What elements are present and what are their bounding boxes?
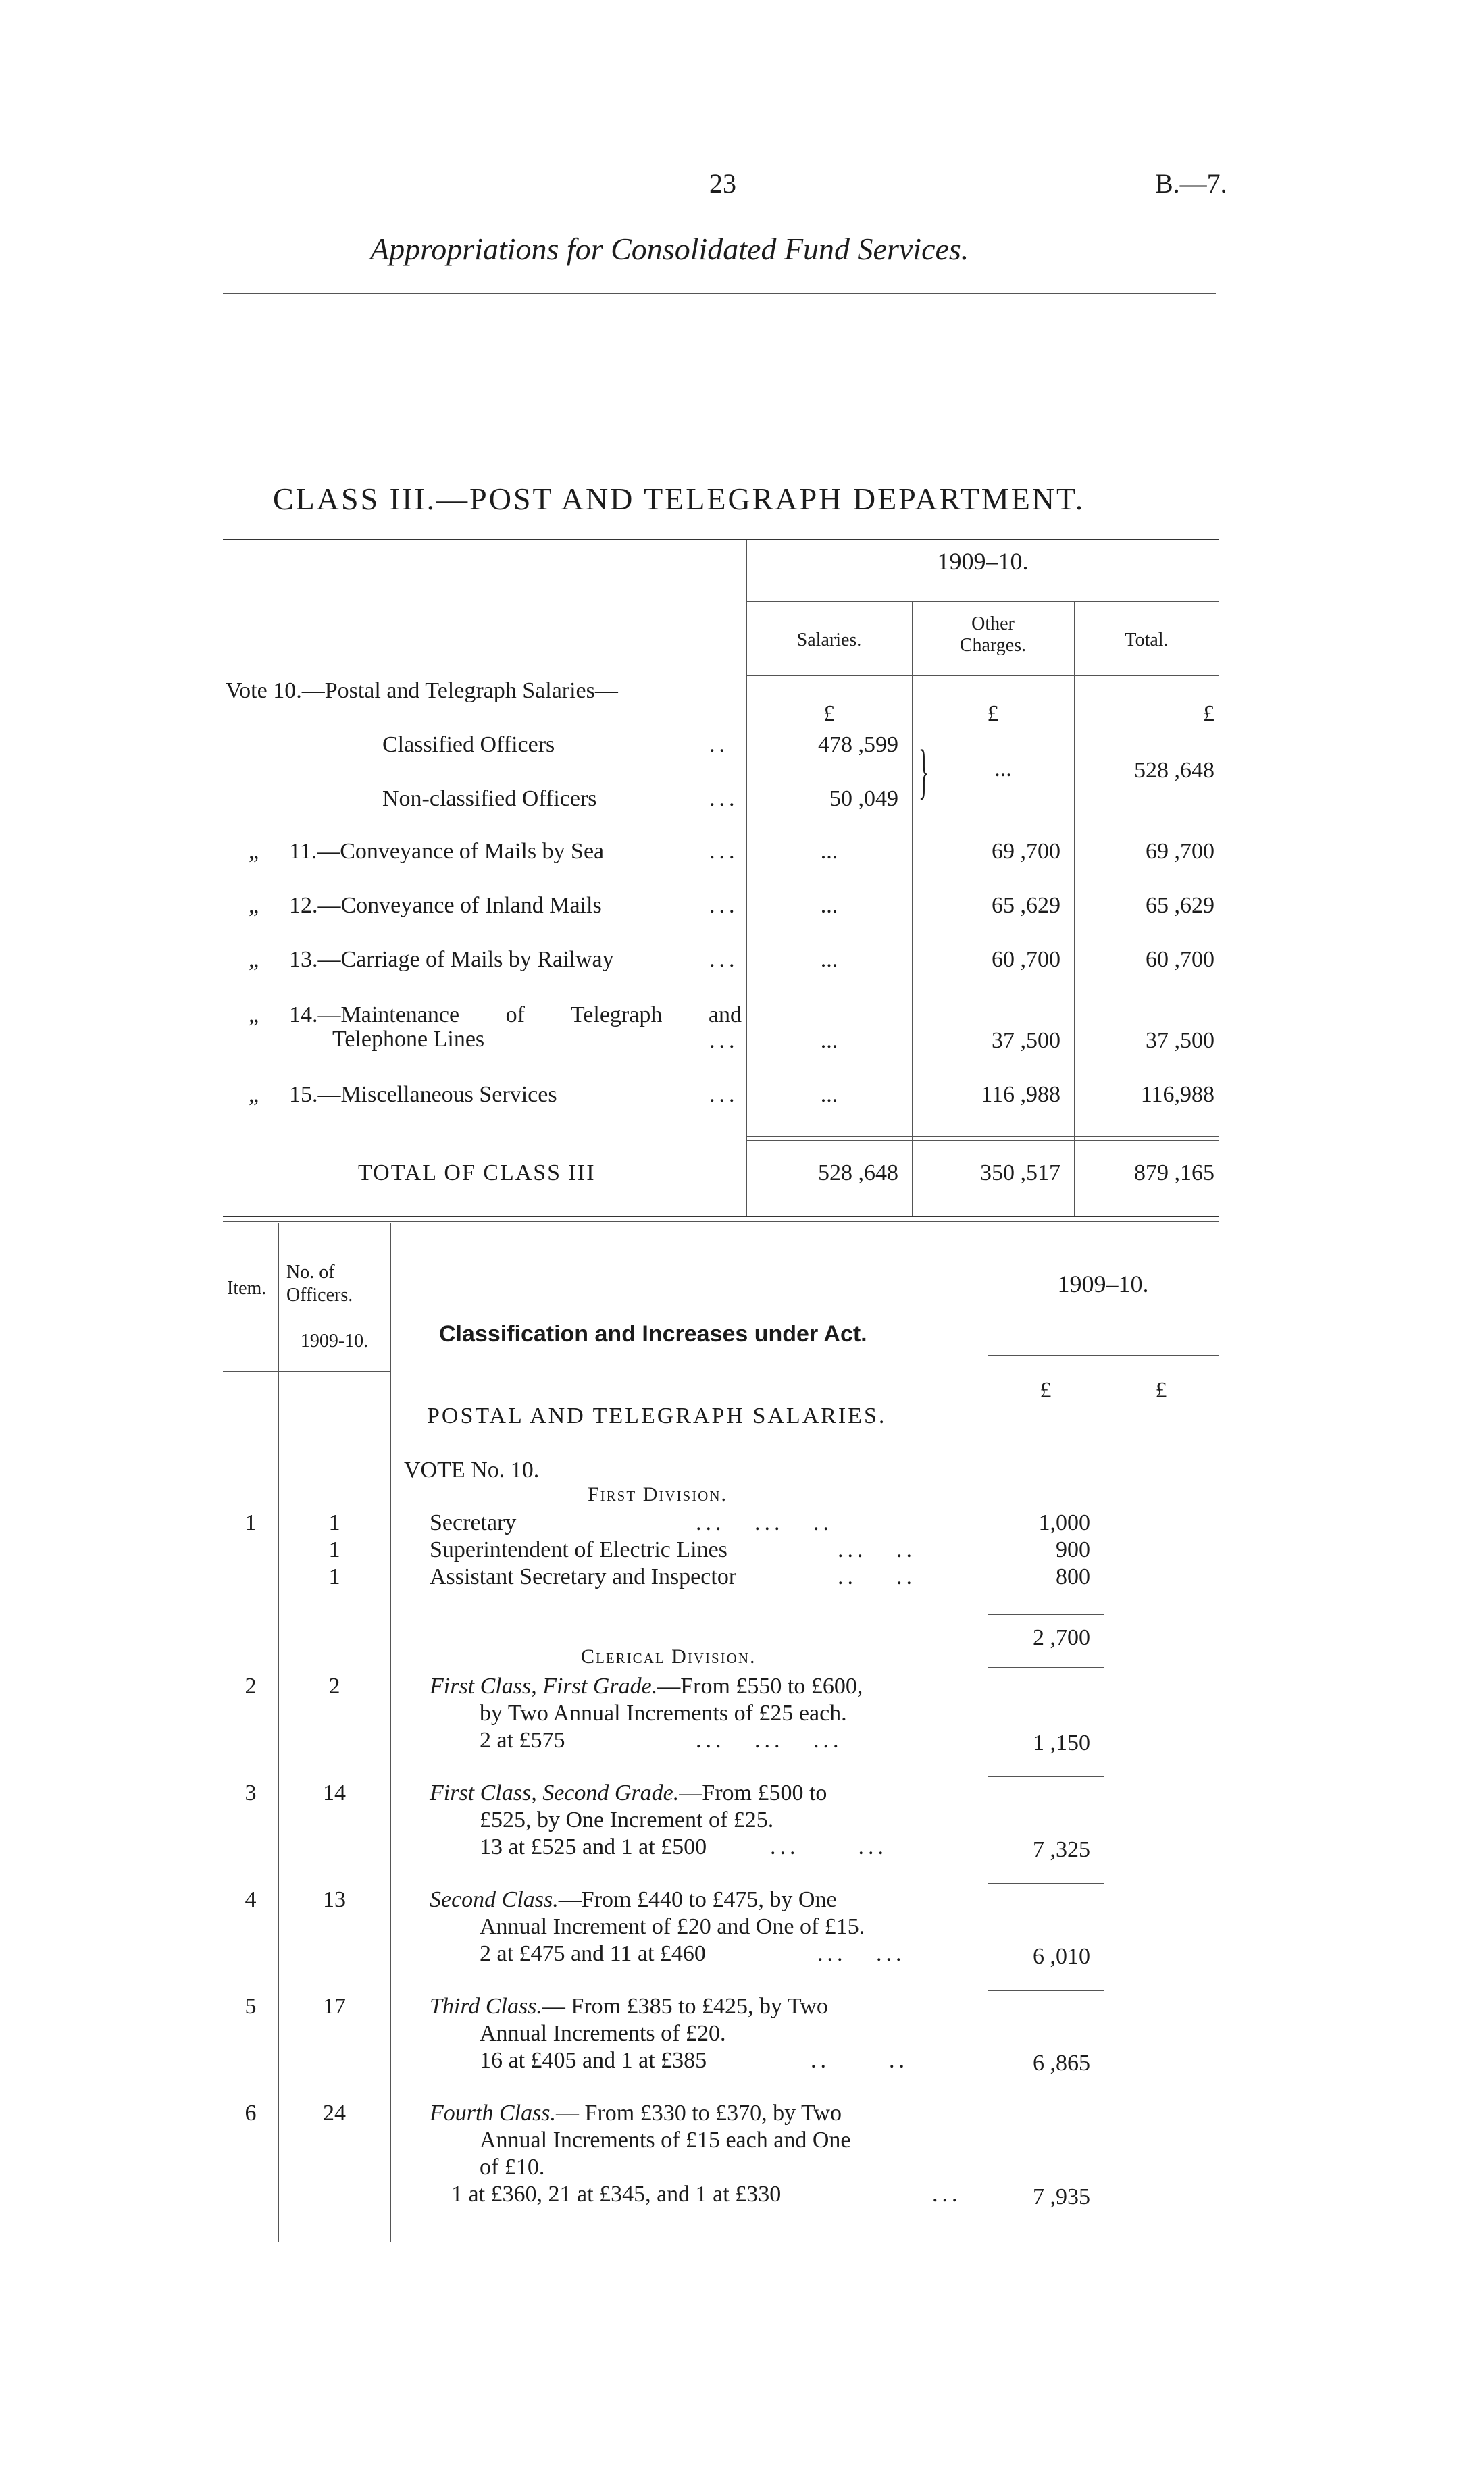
officer-count: 17	[323, 1994, 346, 2019]
currency-total: £	[1203, 701, 1214, 726]
classified-salaries: 478 ,599	[818, 732, 898, 757]
position-label: Superintendent of Electric Lines	[430, 1537, 727, 1562]
officer-count: 1	[328, 1510, 340, 1535]
row-total: 37 ,500	[1146, 1028, 1214, 1053]
vote10-other: ...	[994, 756, 1012, 781]
amount: 7 ,935	[1033, 2184, 1090, 2209]
page-title: Appropriations for Consolidated Fund Services.	[370, 232, 969, 266]
col-classification: Classification and Increases under Act.	[439, 1321, 867, 1347]
grade-name: First Class, Second Grade.	[430, 1780, 680, 1805]
amount: 800	[1056, 1564, 1090, 1589]
item-number: 4	[245, 1887, 257, 1912]
grade-range: —From £440 to £475, by One	[558, 1887, 837, 1912]
detail-header-rule	[223, 1371, 390, 1372]
total-total: 879 ,165	[1134, 1160, 1214, 1185]
position-label: Assistant Secretary and Inspector	[430, 1564, 737, 1589]
detail-divider-officers	[390, 1223, 391, 2242]
item-number: 5	[245, 1994, 257, 2019]
col-officers-line1: No. of	[286, 1262, 335, 1283]
classified-label: Classified Officers	[382, 732, 555, 757]
grade-distribution: 2 at £575	[480, 1728, 565, 1753]
item-number: 6	[245, 2101, 257, 2126]
row-other: 37 ,500	[992, 1028, 1060, 1053]
row-other: 65 ,629	[992, 893, 1060, 918]
subtotal-rule	[988, 1614, 1104, 1615]
amount: 1,000	[1038, 1510, 1090, 1535]
first-division-heading: First Division.	[588, 1483, 728, 1506]
row-salaries: ...	[820, 839, 838, 864]
vote10-label: Vote 10.—Postal and Telegraph Salaries—	[226, 678, 618, 703]
col-salaries: Salaries.	[796, 630, 862, 650]
row-other: 69 ,700	[992, 839, 1060, 864]
section-title: POSTAL AND TELEGRAPH SALARIES.	[427, 1404, 887, 1429]
row-salaries: ...	[820, 893, 838, 918]
detail-year-rule	[988, 1355, 1219, 1356]
summary-header-rule	[746, 675, 1219, 676]
col-officers-line2: Officers.	[286, 1285, 353, 1306]
position-label: Secretary	[430, 1510, 517, 1535]
row-other: 116 ,988	[981, 1082, 1060, 1107]
row-salaries: ...	[820, 1082, 838, 1107]
row-label: 13.—Carriage of Mails by Railway	[289, 947, 614, 972]
row-total: 65 ,629	[1146, 893, 1214, 918]
col-item: Item.	[227, 1278, 267, 1299]
amount: 1 ,150	[1033, 1730, 1090, 1755]
currency-other: £	[987, 701, 999, 726]
item-number: 1	[245, 1510, 257, 1535]
vote10-total: 528 ,648	[1134, 758, 1214, 783]
row-salaries: ...	[820, 1028, 838, 1053]
grade-increments: Annual Increment of £20 and One of £15.	[480, 1914, 865, 1939]
subtotal-rule-2	[988, 1667, 1104, 1668]
amount: 7 ,325	[1033, 1837, 1090, 1862]
class-heading: CLASS III.—POST AND TELEGRAPH DEPARTMENT.	[273, 482, 1085, 516]
grade-name: Second Class.	[430, 1887, 559, 1912]
col-other-line1: Other	[971, 613, 1015, 634]
row-label: 15.—Miscellaneous Services	[289, 1082, 557, 1107]
total-rule-1	[746, 1136, 1219, 1137]
item-number: 3	[245, 1780, 257, 1805]
grade-increments: by Two Annual Increments of £25 each.	[480, 1701, 847, 1726]
brace: }	[919, 738, 929, 805]
first-division-subtotal: 2 ,700	[1033, 1625, 1090, 1650]
row-label-continued: Telephone Lines	[332, 1027, 485, 1052]
row-other: 60 ,700	[992, 947, 1060, 972]
officer-count: 1	[328, 1537, 340, 1562]
detail-currency-2: £	[1155, 1378, 1167, 1403]
grade-name: Fourth Class.	[430, 2101, 557, 2126]
grade-distribution: 13 at £525 and 1 at £500	[480, 1834, 707, 1859]
grade-increments: Annual Increments of £15 each and One	[480, 2128, 851, 2153]
row-ditto: „	[249, 839, 259, 864]
clerical-division-heading: Clerical Division.	[581, 1645, 757, 1668]
grade-name: Third Class.	[430, 1994, 542, 2019]
row-total: 60 ,700	[1146, 947, 1214, 972]
summary-bottom-rule-2	[223, 1221, 1219, 1222]
row-ditto: „	[249, 947, 259, 972]
grade-range: —From £500 to	[679, 1780, 827, 1805]
row-total: 116,988	[1140, 1082, 1214, 1107]
grade-distribution: 16 at £405 and 1 at £385	[480, 2048, 707, 2073]
total-label: TOTAL OF CLASS III	[358, 1160, 596, 1185]
row-total: 69 ,700	[1146, 839, 1214, 864]
currency-salaries: £	[823, 701, 835, 726]
total-salaries: 528 ,648	[818, 1160, 898, 1185]
grade-distribution: 2 at £475 and 11 at £460	[480, 1941, 706, 1966]
nonclassified-label: Non-classified Officers	[382, 786, 597, 811]
grade-range: — From £330 to £370, by Two	[556, 2101, 842, 2126]
page-number: 23	[709, 168, 736, 199]
row-salaries: ...	[820, 947, 838, 972]
summary-bottom-rule-1	[223, 1216, 1219, 1217]
col-total: Total.	[1125, 630, 1169, 650]
officer-count: 14	[323, 1780, 346, 1805]
grade-increments: £525, by One Increment of £25.	[480, 1807, 774, 1832]
document-reference: B.—7.	[1155, 168, 1227, 199]
summary-top-rule	[223, 539, 1219, 540]
grade-increments-continued: of £10.	[480, 2155, 545, 2180]
amount: 900	[1056, 1537, 1090, 1562]
nonclassified-salaries: 50 ,049	[829, 786, 898, 811]
officer-count: 24	[323, 2101, 346, 2126]
amount: 6 ,865	[1033, 2051, 1090, 2076]
officer-count: 13	[323, 1887, 346, 1912]
summary-year: 1909–10.	[937, 548, 1029, 575]
row-ditto: „	[249, 1082, 259, 1107]
row-label: 12.—Conveyance of Inland Mails	[289, 893, 602, 918]
summary-year-rule	[746, 601, 1219, 602]
officer-count: 1	[328, 1564, 340, 1589]
grade-increments: Annual Increments of £20.	[480, 2021, 726, 2046]
title-rule	[223, 293, 1216, 294]
detail-divider-item	[278, 1223, 279, 2242]
row-label: 14.—Maintenance of Telegraph and	[289, 1002, 742, 1027]
row-ditto: „	[249, 1002, 259, 1027]
item-number: 2	[245, 1674, 257, 1699]
grade-distribution: 1 at £360, 21 at £345, and 1 at £330	[451, 2182, 782, 2207]
total-rule-2	[746, 1140, 1219, 1141]
officer-count: 2	[328, 1674, 340, 1699]
grade-name: First Class, First Grade.	[430, 1674, 658, 1699]
total-other: 350 ,517	[980, 1160, 1060, 1185]
col-other-line2: Charges.	[959, 635, 1027, 656]
row-label: 11.—Conveyance of Mails by Sea	[289, 839, 605, 864]
detail-year: 1909–10.	[1057, 1271, 1149, 1298]
vote-label: VOTE No. 10.	[404, 1458, 540, 1483]
grade-range: — From £385 to £425, by Two	[542, 1994, 828, 2019]
grade-range: —From £550 to £600,	[657, 1674, 863, 1699]
row-ditto: „	[249, 893, 259, 918]
detail-currency-1: £	[1040, 1378, 1052, 1403]
col-officers-year: 1909-10.	[300, 1331, 369, 1352]
amount: 6 ,010	[1033, 1944, 1090, 1969]
